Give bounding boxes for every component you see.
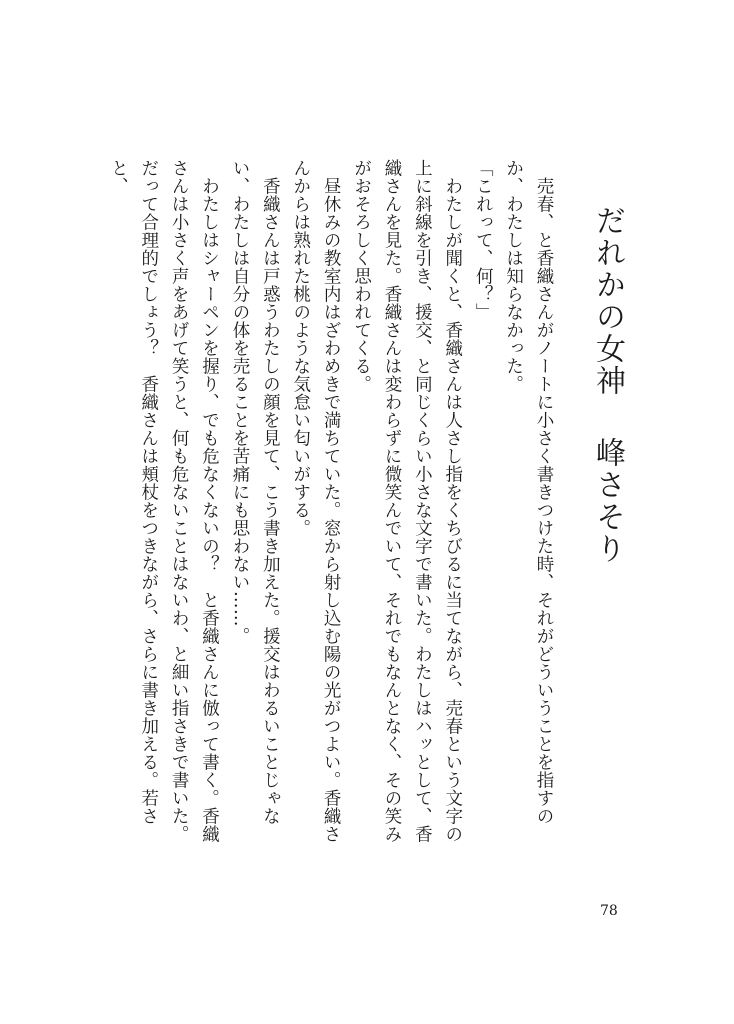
page-number: 78 xyxy=(600,903,618,919)
paragraph: 香織さんは戸惑うわたしの顔を見て、こう書き加えた。援交はわるいことじゃない、わたしは自分の体を売ることを苦痛にも思わない……。 xyxy=(229,159,281,825)
story-title: だれかの女神 xyxy=(590,205,625,397)
paragraph-dialogue: 「これって、何？」 xyxy=(473,159,494,321)
body-text xyxy=(103,159,559,859)
paragraph: 昼休みの教室内はざわめきで満ちていた。窓から射し込む陽の光がつよい。香織さんからは熟れた桃のような気怠い匂いがする。 xyxy=(290,159,342,843)
paragraph: 売春、と香織さんがノートに小さく書きつけた時、それがどういうことを指すのか、わたしは知らなかった。 xyxy=(503,159,554,825)
paragraph: わたしが聞くと、香織さんは人さし指をくちびるに当てながら、売春という文字の上に斜線を引き、援交、と同じくらい小さな文字で書いた。わたしはハッとして、香織さんを見た。香織さんは変わらずに微笑んでいて、それでもなんとなく、その笑みがおそろしく思われてくる。 xyxy=(351,159,463,843)
author-name: 峰さそり xyxy=(590,437,625,565)
paragraph: わたしはシャーペンを握り、でも危なくないの？ と香織さんに倣って書く。香織さんは小さく声をあげて笑うと、何も危ないことはないわ、と細い指さきで書いた。だって合理的でしょう？ 香織さんは頬杖をつきながら、さらに書き加える。若さと、 xyxy=(108,159,220,843)
